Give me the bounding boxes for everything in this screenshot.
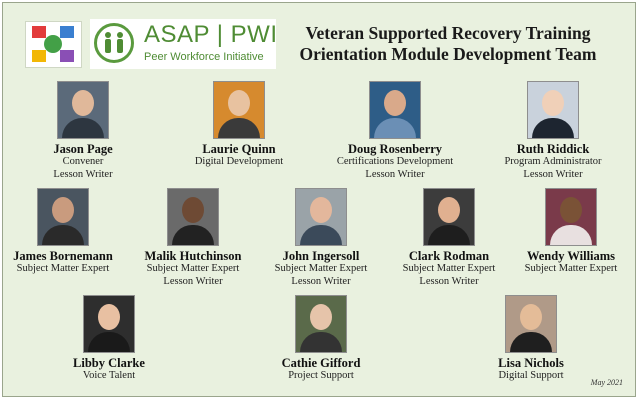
member-role: Convener (62, 156, 104, 167)
asap-pwi-logo (90, 19, 276, 69)
team-member (0, 188, 128, 276)
member-role: Subject Matter Expert (146, 263, 240, 274)
page-frame (2, 2, 636, 397)
member-photo (37, 188, 89, 246)
date-label: May 2021 (590, 378, 623, 387)
member-role: Certifications Development (336, 156, 454, 167)
team-member (44, 295, 174, 383)
member-role: Voice Talent (82, 370, 136, 381)
pwi-emblem-icon (94, 23, 134, 63)
member-role: Lesson Writer (523, 168, 583, 180)
member-name: Ruth Riddick (516, 142, 590, 156)
team-member (18, 81, 148, 181)
member-photo (369, 81, 421, 139)
member-role: Subject Matter Expert (274, 263, 368, 274)
member-photo (527, 81, 579, 139)
team-member (128, 188, 258, 288)
member-name: Libby Clarke (73, 356, 145, 370)
member-name: Jason Page (53, 142, 113, 156)
team-member (174, 81, 304, 169)
member-role: Lesson Writer (53, 168, 113, 180)
member-role: Digital Development (194, 156, 284, 167)
team-member (466, 295, 596, 383)
member-role: Lesson Writer (419, 275, 479, 287)
member-photo (423, 188, 475, 246)
member-photo (167, 188, 219, 246)
member-photo (505, 295, 557, 353)
member-role: Program Administrator (504, 156, 602, 167)
team-member (330, 81, 460, 181)
member-photo (295, 295, 347, 353)
member-photo (213, 81, 265, 139)
member-role: Lesson Writer (365, 168, 425, 180)
member-role: Lesson Writer (163, 275, 223, 287)
logo-tagline: Peer Workforce Initiative (144, 51, 264, 63)
page-title: Veteran Supported Recovery Training Orientation Module Development Team (299, 23, 597, 64)
member-photo (545, 188, 597, 246)
member-name: Clark Rodman (408, 249, 490, 263)
member-name: Lisa Nichols (498, 356, 564, 370)
organization-logo (25, 21, 82, 68)
team-member (256, 295, 386, 383)
member-role: Subject Matter Expert (16, 263, 110, 274)
member-role: Digital Support (498, 370, 564, 381)
member-role: Subject Matter Expert (524, 263, 618, 274)
member-name: John Ingersoll (282, 249, 360, 263)
member-name: Cathie Gifford (281, 356, 361, 370)
team-member (488, 81, 618, 181)
member-name: Doug Rosenberry (347, 142, 443, 156)
member-photo (57, 81, 109, 139)
member-name: Wendy Williams (526, 249, 616, 263)
member-name: Laurie Quinn (202, 142, 276, 156)
member-role: Lesson Writer (291, 275, 351, 287)
team-member (256, 188, 386, 288)
member-photo (295, 188, 347, 246)
logo-brand: ASAP | PWI (144, 21, 278, 48)
team-member (384, 188, 514, 288)
member-role: Subject Matter Expert (402, 263, 496, 274)
member-photo (83, 295, 135, 353)
member-name: James Bornemann (13, 249, 113, 263)
team-member (506, 188, 636, 276)
member-role: Project Support (288, 370, 354, 381)
member-name: Malik Hutchinson (144, 249, 242, 263)
